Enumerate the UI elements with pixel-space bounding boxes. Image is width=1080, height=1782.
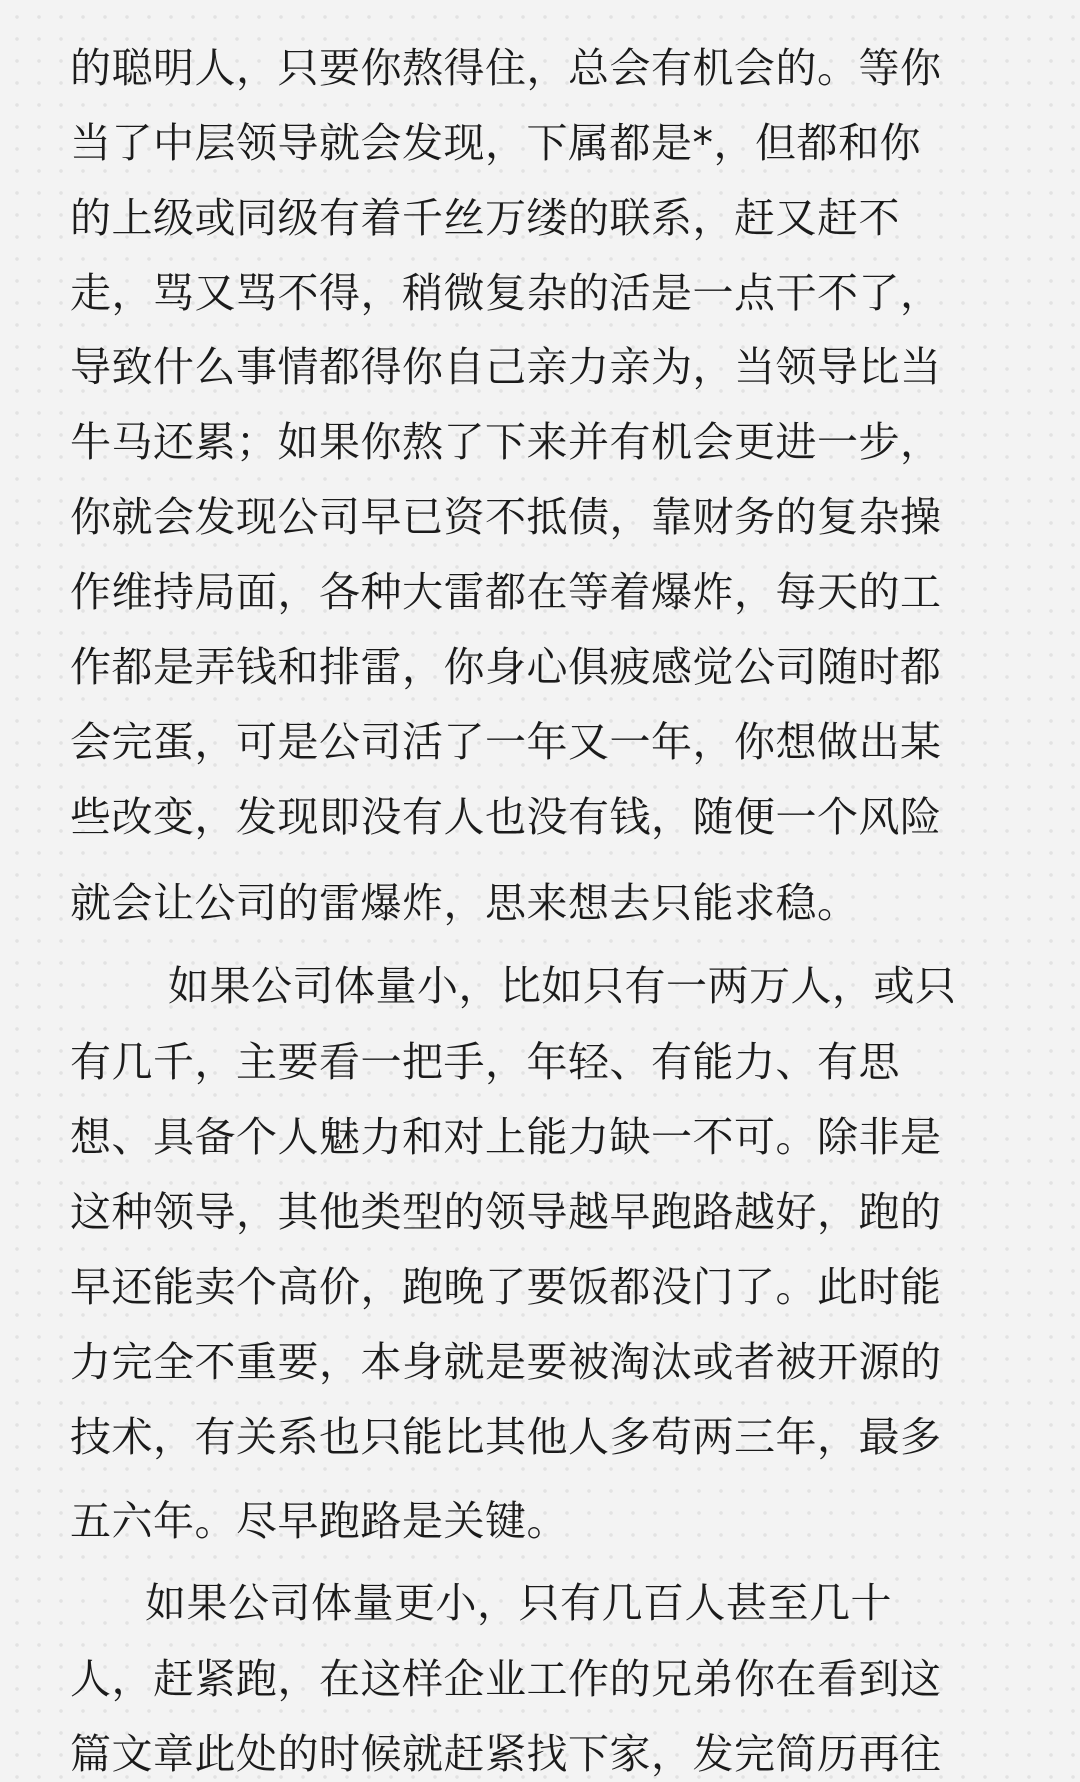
text-line: 这种领导，其他类型的领导越早跑路越好，跑的 (70, 1188, 942, 1236)
text-line: 作维持局面，各种大雷都在等着爆炸，每天的工 (70, 568, 942, 616)
text-line: 技术，有关系也只能比其他人多苟两三年，最多 (70, 1413, 942, 1461)
text-line: 牛马还累；如果你熬了下来并有机会更进一步， (70, 418, 942, 466)
text-line: 人，赶紧跑，在这样企业工作的兄弟你在看到这 (70, 1655, 942, 1703)
text-line: 有几千，主要看一把手，年轻、有能力、有思 (70, 1038, 900, 1086)
text-line: 如果公司体量更小，只有几百人甚至几十 (145, 1579, 892, 1627)
text-line: 早还能卖个高价，跑晚了要饭都没门了。此时能 (70, 1263, 942, 1311)
text-line: 篇文章此处的时候就赶紧找下家，发完简历再往 (70, 1730, 942, 1778)
text-line: 当了中层领导就会发现，下属都是*，但都和你 (70, 119, 921, 167)
text-line: 导致什么事情都得你自己亲力亲为，当领导比当 (70, 343, 942, 391)
text-line: 想、具备个人魅力和对上能力缺一不可。除非是 (70, 1113, 942, 1161)
text-line: 你就会发现公司早已资不抵债，靠财务的复杂操 (70, 493, 942, 541)
text-line: 的聪明人，只要你熬得住，总会有机会的。等你 (70, 44, 942, 92)
text-line: 如果公司体量小，比如只有一两万人，或只 (168, 962, 957, 1010)
text-line: 作都是弄钱和排雷，你身心俱疲感觉公司随时都 (70, 643, 942, 691)
text-line: 些改变，发现即没有人也没有钱，随便一个风险 (70, 793, 942, 841)
text-line: 走，骂又骂不得，稍微复杂的活是一点干不了， (70, 269, 942, 317)
text-line: 五六年。尽早跑路是关键。 (70, 1497, 568, 1545)
text-line: 就会让公司的雷爆炸，思来想去只能求稳。 (70, 879, 859, 927)
text-line: 的上级或同级有着千丝万缕的联系，赶又赶不 (70, 194, 900, 242)
text-line: 力完全不重要，本身就是要被淘汰或者被开源的 (70, 1338, 942, 1386)
text-line: 会完蛋，可是公司活了一年又一年，你想做出某 (70, 718, 942, 766)
